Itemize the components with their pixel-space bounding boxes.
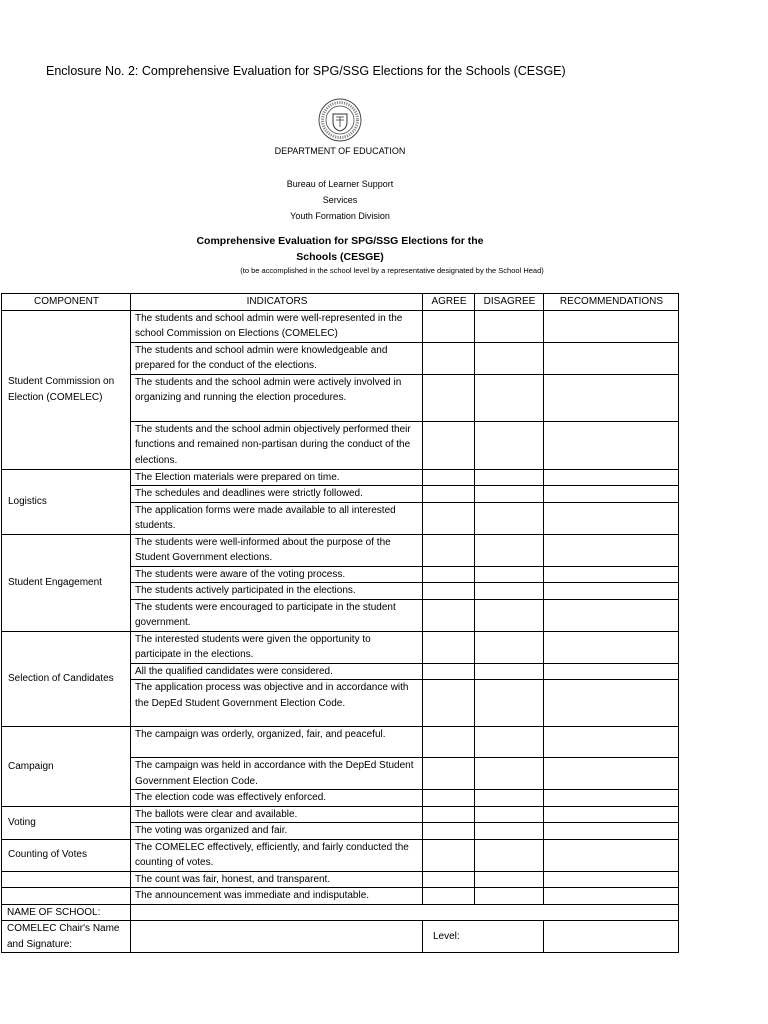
- agree-cell[interactable]: [423, 342, 475, 374]
- indicator-cell: The students and the school admin were actively involved in organizing and running the election procedures.: [131, 374, 423, 421]
- indicator-cell: The interested students were given the opportunity to participate in the elections.: [131, 631, 423, 663]
- recommendations-cell[interactable]: [544, 534, 679, 566]
- indicator-cell: The Election materials were prepared on time.: [131, 469, 423, 486]
- agree-cell[interactable]: [423, 790, 475, 807]
- disagree-cell[interactable]: [475, 758, 544, 790]
- agree-cell[interactable]: [423, 374, 475, 421]
- recommendations-cell[interactable]: [544, 342, 679, 374]
- disagree-cell[interactable]: [475, 823, 544, 840]
- agree-cell[interactable]: [423, 680, 475, 727]
- level-field[interactable]: [544, 921, 679, 953]
- indicator-cell: The voting was organized and fair.: [131, 823, 423, 840]
- component-engagement: Student Engagement: [2, 534, 131, 631]
- recommendations-cell[interactable]: [544, 486, 679, 503]
- form-title-line: Schools (CESGE): [296, 251, 384, 263]
- component-blank-cell: [2, 888, 131, 905]
- recommendations-cell[interactable]: [544, 823, 679, 840]
- table-row: [2, 806, 679, 823]
- indicator-cell: The application forms were made available to all interested students.: [131, 502, 423, 534]
- indicator-cell: The students were encouraged to participate in the student government.: [131, 599, 423, 631]
- disagree-cell[interactable]: [475, 421, 544, 469]
- table-row: [2, 534, 679, 566]
- recommendations-cell[interactable]: [544, 727, 679, 758]
- comelec-chair-label: COMELEC Chair's Name and Signature:: [2, 921, 131, 953]
- indicator-cell: The students actively participated in the elections.: [131, 583, 423, 600]
- disagree-cell[interactable]: [475, 871, 544, 888]
- form-title-line: Comprehensive Evaluation for SPG/SSG Elections for the: [196, 235, 484, 247]
- indicator-cell: The election code was effectively enforced.: [131, 790, 423, 807]
- header-disagree: DISAGREE: [475, 294, 544, 311]
- agree-cell[interactable]: [423, 631, 475, 663]
- component-campaign: Campaign: [2, 727, 131, 807]
- recommendations-cell[interactable]: [544, 839, 679, 871]
- comelec-chair-field[interactable]: [131, 921, 423, 953]
- comelec-chair-row: [2, 921, 679, 953]
- disagree-cell[interactable]: [475, 374, 544, 421]
- table-row: [2, 631, 679, 663]
- agree-cell[interactable]: [423, 469, 475, 486]
- recommendations-cell[interactable]: [544, 583, 679, 600]
- indicator-cell: The count was fair, honest, and transparent.: [131, 871, 423, 888]
- table-row: [2, 469, 679, 486]
- disagree-cell[interactable]: [475, 469, 544, 486]
- bureau-block: [0, 176, 680, 224]
- agree-cell[interactable]: [423, 888, 475, 905]
- recommendations-cell[interactable]: [544, 631, 679, 663]
- recommendations-cell[interactable]: [544, 663, 679, 680]
- evaluation-table: [1, 293, 679, 953]
- agree-cell[interactable]: [423, 534, 475, 566]
- recommendations-cell[interactable]: [544, 888, 679, 905]
- indicator-cell: The students and the school admin objectively performed their functions and remained non-partisan during the conduct of the elections.: [131, 421, 423, 469]
- table-row: [2, 727, 679, 758]
- recommendations-cell[interactable]: [544, 790, 679, 807]
- department-name: DEPARTMENT OF EDUCATION: [274, 146, 406, 156]
- recommendations-cell[interactable]: [544, 599, 679, 631]
- disagree-cell[interactable]: [475, 342, 544, 374]
- agree-cell[interactable]: [423, 871, 475, 888]
- recommendations-cell[interactable]: [544, 469, 679, 486]
- table-row: [2, 871, 679, 888]
- agree-cell[interactable]: [423, 823, 475, 840]
- disagree-cell[interactable]: [475, 310, 544, 342]
- table-row: [2, 310, 679, 342]
- recommendations-cell[interactable]: [544, 758, 679, 790]
- indicator-cell: All the qualified candidates were considered.: [131, 663, 423, 680]
- agree-cell[interactable]: [423, 599, 475, 631]
- table-row: [2, 888, 679, 905]
- recommendations-cell[interactable]: [544, 566, 679, 583]
- header-component: COMPONENT: [2, 294, 131, 311]
- disagree-cell[interactable]: [475, 806, 544, 823]
- indicator-cell: The schedules and deadlines were strictly followed.: [131, 486, 423, 503]
- agree-cell[interactable]: [423, 486, 475, 503]
- table-row: [2, 839, 679, 871]
- disagree-cell[interactable]: [475, 583, 544, 600]
- indicator-cell: The students and school admin were well-represented in the school Commission on Elections (COMELEC): [131, 310, 423, 342]
- agree-cell[interactable]: [423, 663, 475, 680]
- disagree-cell[interactable]: [475, 663, 544, 680]
- disagree-cell[interactable]: [475, 631, 544, 663]
- header-row: [2, 294, 679, 311]
- disagree-cell[interactable]: [475, 888, 544, 905]
- school-name-field[interactable]: [131, 904, 679, 921]
- component-comelec: Student Commission on Election (COMELEC): [2, 310, 131, 469]
- disagree-cell[interactable]: [475, 790, 544, 807]
- agree-cell[interactable]: [423, 566, 475, 583]
- component-counting: Counting of Votes: [2, 839, 131, 871]
- disagree-cell[interactable]: [475, 727, 544, 758]
- indicator-cell: The students were aware of the voting process.: [131, 566, 423, 583]
- component-voting: Voting: [2, 806, 131, 839]
- recommendations-cell[interactable]: [544, 871, 679, 888]
- indicator-cell: The students were well-informed about the purpose of the Student Government elections.: [131, 534, 423, 566]
- disagree-cell[interactable]: [475, 680, 544, 727]
- indicator-cell: The announcement was immediate and indisputable.: [131, 888, 423, 905]
- disagree-cell[interactable]: [475, 486, 544, 503]
- disagree-cell[interactable]: [475, 599, 544, 631]
- recommendations-cell[interactable]: [544, 680, 679, 727]
- agree-cell[interactable]: [423, 310, 475, 342]
- disagree-cell[interactable]: [475, 534, 544, 566]
- indicator-cell: The campaign was held in accordance with the DepEd Student Government Election Code.: [131, 758, 423, 790]
- school-name-row: [2, 904, 679, 921]
- component-logistics: Logistics: [2, 469, 131, 534]
- recommendations-cell[interactable]: [544, 310, 679, 342]
- disagree-cell[interactable]: [475, 502, 544, 534]
- indicator-cell: The campaign was orderly, organized, fair, and peaceful.: [131, 727, 423, 758]
- disagree-cell[interactable]: [475, 839, 544, 871]
- indicator-cell: The application process was objective and in accordance with the DepEd Student Government Election Code.: [131, 680, 423, 727]
- agree-cell[interactable]: [423, 583, 475, 600]
- indicator-cell: The COMELEC effectively, efficiently, and fairly conducted the counting of votes.: [131, 839, 423, 871]
- school-name-label: NAME OF SCHOOL:: [2, 904, 131, 921]
- header-recommendations: RECOMMENDATIONS: [544, 294, 679, 311]
- enclosure-title: Enclosure No. 2: Comprehensive Evaluation for SPG/SSG Elections for the Schools (CESGE): [46, 64, 566, 78]
- level-label: Level:: [423, 921, 544, 953]
- component-blank-cell: [2, 871, 131, 888]
- agree-cell[interactable]: [423, 727, 475, 758]
- agree-cell[interactable]: [423, 839, 475, 871]
- disagree-cell[interactable]: [475, 566, 544, 583]
- form-note: (to be accomplished in the school level by a representative designated by the School Head): [240, 266, 544, 275]
- indicator-cell: The ballots were clear and available.: [131, 806, 423, 823]
- header-indicators: INDICATORS: [131, 294, 423, 311]
- bureau-line: Bureau of Learner Support: [286, 179, 394, 189]
- recommendations-cell[interactable]: [544, 502, 679, 534]
- agree-cell[interactable]: [423, 502, 475, 534]
- recommendations-cell[interactable]: [544, 421, 679, 469]
- agree-cell[interactable]: [423, 421, 475, 469]
- form-title: [0, 233, 680, 265]
- agree-cell[interactable]: [423, 806, 475, 823]
- recommendations-cell[interactable]: [544, 806, 679, 823]
- recommendations-cell[interactable]: [544, 374, 679, 421]
- bureau-line: Services: [322, 195, 358, 205]
- component-selection: Selection of Candidates: [2, 631, 131, 727]
- agree-cell[interactable]: [423, 758, 475, 790]
- division-line: Youth Formation Division: [290, 211, 390, 221]
- deped-seal-icon: [317, 97, 363, 143]
- header-agree: AGREE: [423, 294, 475, 311]
- indicator-cell: The students and school admin were knowledgeable and prepared for the conduct of the elections.: [131, 342, 423, 374]
